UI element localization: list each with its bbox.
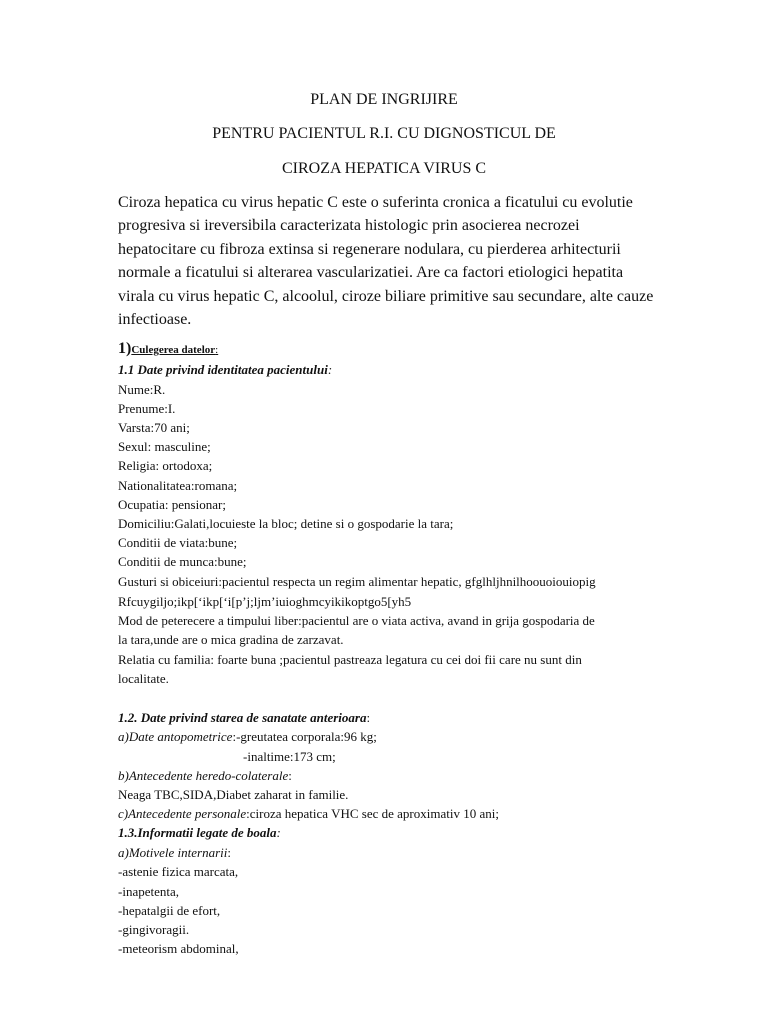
identity-line: Domiciliu:Galati,locuieste la bloc; detine si o gospodarie la tara; [118, 516, 454, 531]
title-line-3: CIROZA HEPATICA VIRUS C [281, 160, 487, 177]
section-1-title: Culegerea datelor [131, 344, 216, 356]
title-line-1: PLAN DE INGRIJIRE [310, 91, 458, 108]
identity-line: Varsta:70 ani; [118, 420, 190, 435]
admission-reasons-line [118, 844, 231, 862]
symptom-item: -astenie fizica marcata, [118, 864, 239, 879]
admission-reasons-colon: : [227, 845, 232, 860]
identity-line: Mod de peterecere a timpului liber:pacientul are o viata activa, avand in grija gospodaria de [118, 613, 595, 628]
identity-line: Rfcuygiljo;ikp[‘ikp[‘i[p’j;ljm’iuioghmcyikikoptgo5[yh5 [118, 594, 412, 609]
section-1-3-heading [118, 824, 281, 842]
symptom-item: -inapetenta, [118, 884, 179, 899]
heredo-collateral-text: Neaga TBC,SIDA,Diabet zaharat in familie. [118, 787, 349, 802]
personal-history-text: :ciroza hepatica VHC sec de aproximativ 10 ani; [246, 806, 499, 821]
identity-line: Prenume:I. [118, 401, 176, 416]
anthropometric-height: -inaltime:173 cm; [243, 749, 336, 764]
identity-line: Nationalitatea:romana; [118, 478, 238, 493]
identity-line: Nume:R. [118, 382, 166, 397]
heredo-collateral-label: b)Antecedente heredo-colaterale [118, 768, 289, 783]
identity-line: Ocupatia: pensionar; [118, 497, 226, 512]
section-1-1-title: 1.1 Date privind identitatea pacientului [118, 362, 328, 377]
identity-line: Religia: ortodoxa; [118, 458, 213, 473]
title-line-2: PENTRU PACIENTUL R.I. CU DIGNOSTICUL DE [212, 125, 556, 142]
admission-reasons-label: a)Motivele internarii [118, 845, 228, 860]
symptom-item: -meteorism abdominal, [118, 941, 239, 956]
symptom-item: -hepatalgii de efort, [118, 903, 221, 918]
identity-line: Sexul: masculine; [118, 439, 211, 454]
heredo-collateral-line [118, 767, 292, 785]
section-1-2-colon: : [366, 710, 371, 725]
section-1-2-heading [118, 709, 370, 727]
intro-paragraph: Ciroza hepatica cu virus hepatic C este o suferinta cronica a ficatului cu evolutie progresiva si ireversibila caracterizata histologic prin asocierea necrozei hepatocitare cu fibroza extinsa si regenerare nodulara, cu pierderea arhitecturii normale a ficatului si alterarea vascularizatiei. Are ca factori etiologici hepatita virala cu virus hepatic C, alcoolul, ciroze biliare primitive sau secundare, alte cauze infectioase. [118, 194, 654, 329]
section-1-1-colon: : [327, 362, 333, 377]
anthropometric-line [118, 728, 377, 746]
identity-line: Conditii de munca:bune; [118, 554, 247, 569]
section-1-heading [118, 340, 218, 359]
identity-line: localitate. [118, 671, 169, 686]
section-1-3-title: 1.3.Informatii legate de boala [118, 825, 277, 840]
section-1-number: 1) [118, 340, 132, 357]
personal-history-line [118, 805, 499, 823]
section-1-3-colon: : [276, 825, 281, 840]
section-1-1-heading [118, 361, 332, 379]
identity-line: la tara,unde are o mica gradina de zarzavat. [118, 632, 344, 647]
section-1-2-title: 1.2. Date privind starea de sanatate anterioara [118, 710, 367, 725]
identity-line: Gusturi si obiceiuri:pacientul respecta un regim alimentar hepatic, gfglhljhnilhoouoiouiopig [118, 574, 596, 589]
identity-line: Conditii de viata:bune; [118, 535, 238, 550]
heredo-collateral-colon: : [288, 768, 292, 783]
identity-line: Relatia cu familia: foarte buna ;pacientul pastreaza legatura cu cei doi fii care nu sunt din [118, 652, 582, 667]
anthropometric-weight: :-greutatea corporala:96 kg; [232, 729, 377, 744]
section-1-colon: : [215, 344, 219, 356]
anthropometric-label: a)Date antopometrice [118, 729, 233, 744]
personal-history-label: c)Antecedente personale [118, 806, 247, 821]
symptom-item: -gingivoragii. [118, 922, 190, 937]
